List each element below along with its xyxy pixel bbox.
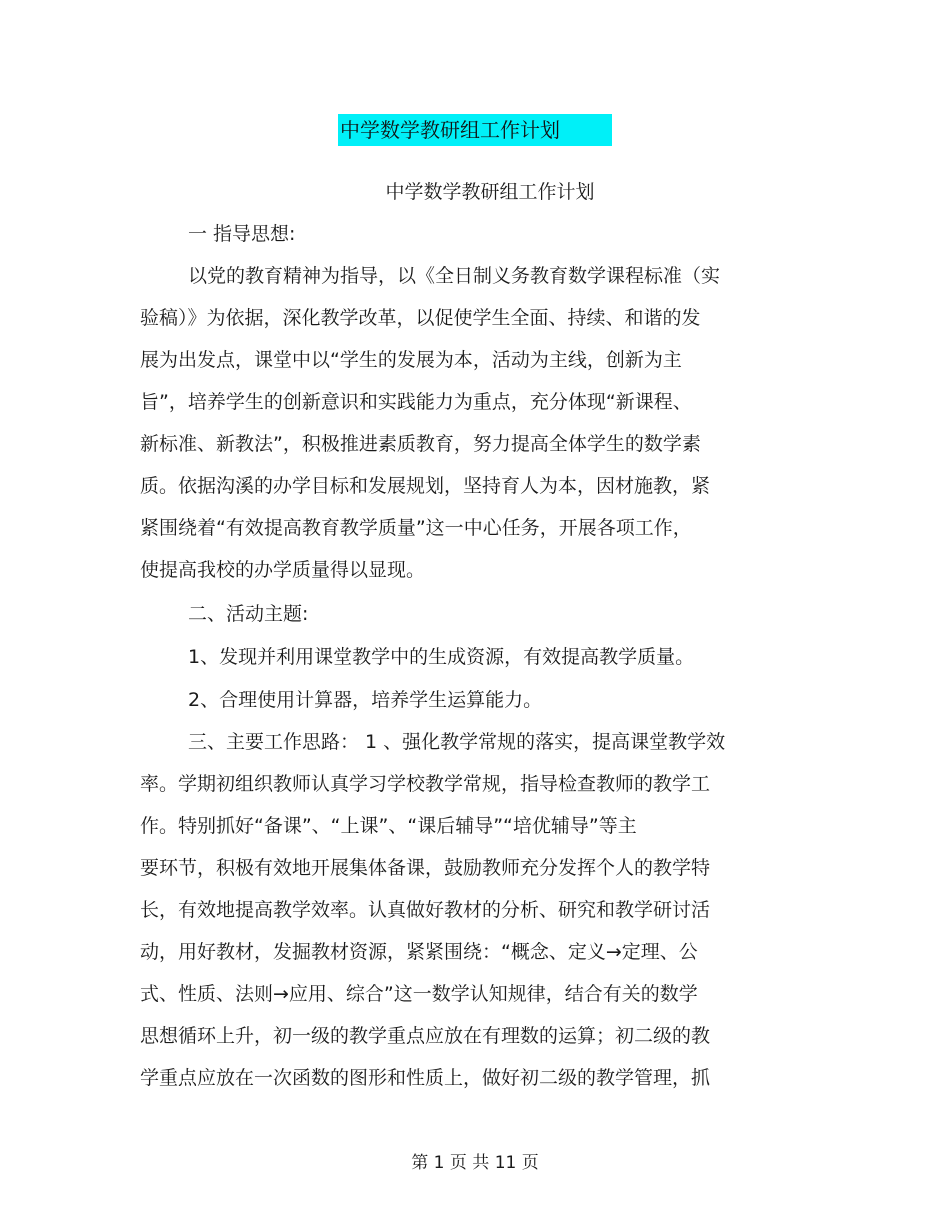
paragraph-line: 以党的教育精神为指导，以《全日制义务教育数学课程标准（实	[188, 265, 721, 287]
paragraph-line: 动，用好教材，发掘教材资源，紧紧围绕：“概念、定义→定理、公	[140, 941, 698, 963]
paragraph-line: 旨”，培养学生的创新意识和实践能力为重点，充分体现“新课程、	[140, 391, 692, 413]
document-title: 中学数学教研组工作计划	[338, 114, 612, 146]
paragraph-line: 式、性质、法则→应用、综合”这一数学认知规律，结合有关的数学	[140, 983, 698, 1005]
paragraph-line: 率。学期初组织教师认真学习学校教学常规，指导检查教师的教学工	[140, 773, 711, 795]
document-subtitle: 中学数学教研组工作计划	[385, 181, 595, 203]
paragraph-line: 展为出发点，课堂中以“学生的发展为本，活动为主线，创新为主	[140, 349, 682, 371]
paragraph-line: 长，有效地提高教学效率。认真做好教材的分析、研究和教学研讨活	[140, 899, 711, 921]
paragraph-line: 新标准、新教法”，积极推进素质教育，努力提高全体学生的数学素	[140, 433, 701, 455]
paragraph-line: 紧围绕着“有效提高教育教学质量”这一中心任务，开展各项工作，	[140, 517, 692, 539]
paragraph-line: 要环节，积极有效地开展集体备课，鼓励教师充分发挥个人的教学特	[140, 857, 711, 879]
paragraph-line: 思想循环上升，初一级的教学重点应放在有理数的运算；初二级的教	[140, 1025, 711, 1047]
list-item: 2、合理使用计算器，培养学生运算能力。	[188, 689, 543, 711]
paragraph-line: 学重点应放在一次函数的图形和性质上，做好初二级的教学管理，抓	[140, 1067, 711, 1089]
page-footer: 第 1 页 共 11 页	[411, 1153, 539, 1173]
paragraph-line: 作。特别抓好“备课”、“上课”、“课后辅导”“培优辅导”等主	[140, 815, 637, 837]
section-heading: 一 指导思想:	[188, 223, 296, 245]
paragraph-line: 质。依据沟溪的办学目标和发展规划，坚持育人为本，因材施教，紧	[140, 475, 711, 497]
section-heading: 三、主要工作思路： 1 、强化教学常规的落实，提高课堂教学效	[188, 731, 726, 753]
list-item: 1、发现并利用课堂教学中的生成资源，有效提高教学质量。	[188, 646, 695, 668]
paragraph-line: 使提高我校的办学质量得以显现。	[140, 559, 426, 581]
paragraph-line: 验稿）》为依据，深化教学改革，以促使学生全面、持续、和谐的发	[140, 307, 701, 329]
section-heading: 二、活动主题:	[188, 603, 309, 625]
